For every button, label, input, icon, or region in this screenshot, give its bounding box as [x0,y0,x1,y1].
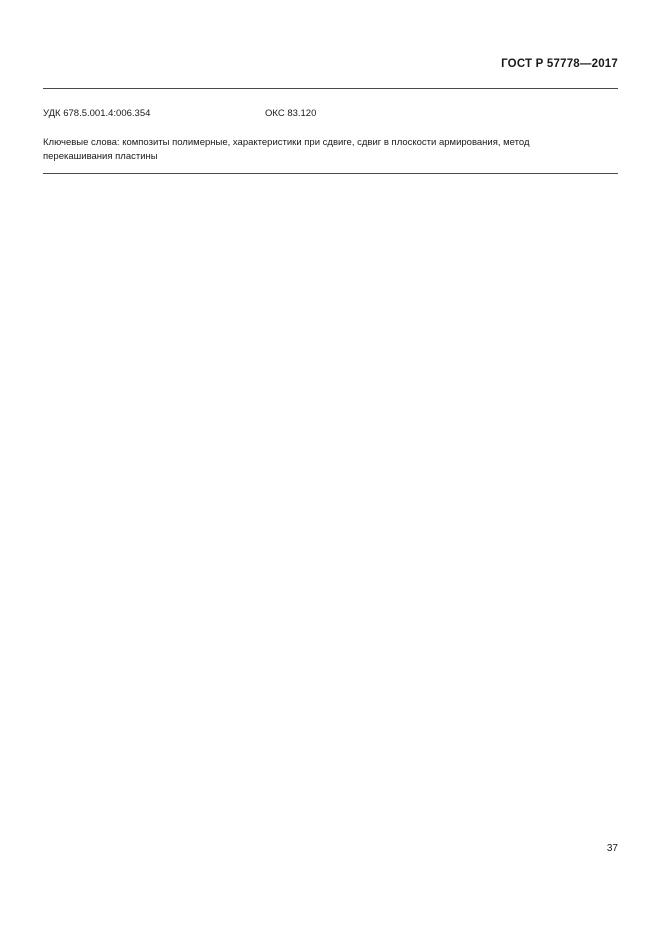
page-header-standard-number: ГОСТ Р 57778—2017 [501,58,618,70]
oks-code: ОКС 83.120 [265,108,317,119]
udk-code: УДК 678.5.001.4:006.354 [43,108,151,119]
page-body-blank [43,180,618,855]
keywords-divider-bottom [43,173,618,174]
header-divider-top [43,88,618,89]
keywords-text: Ключевые слова: композиты полимерные, характеристики при сдвиге, сдвиг в плоскости армирования, метод перекашивания пластины [43,137,530,162]
page-number: 37 [606,843,618,854]
